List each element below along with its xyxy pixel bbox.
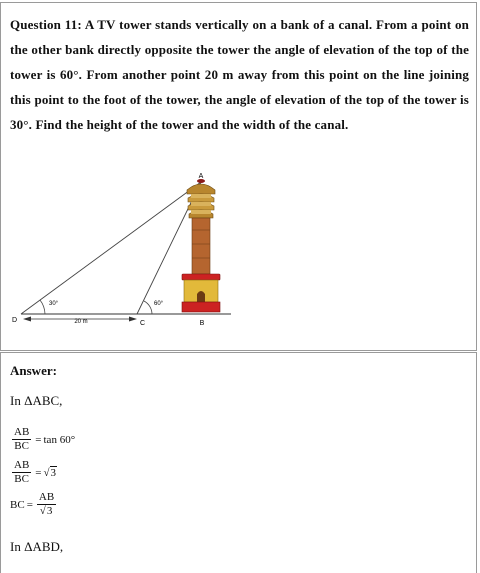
- question-text: Question 11: A TV tower stands vertically on a bank of a canal. From a point on the other bank directly opposite the tower the angle of elevation of the top of the tower is 60°. From another point 20 m away from this point on the line joining this point to the foot of the tower, the angle of elevation of the top of the tower is 30°. Find the height of the tower and the width of the canal.: [10, 17, 469, 132]
- sight-line-from-d: [21, 182, 201, 314]
- eq2-denominator: BC: [14, 473, 29, 485]
- equation-1: $\frac{AB}{BC}$ = tan 60°: [14, 426, 76, 452]
- equation-3: BC = $\frac{AB}{√3}$: [10, 491, 55, 517]
- label-c: C: [140, 320, 146, 327]
- eq3-lhs: BC: [10, 498, 25, 511]
- triangle-abc-line: In ΔABC,: [10, 393, 63, 408]
- eq2-numerator: AB: [14, 459, 30, 471]
- answer-heading: Answer:: [10, 363, 57, 378]
- label-d: D: [12, 317, 18, 324]
- eq1-denominator: BC: [14, 440, 29, 452]
- triangle-abd-line: In ΔABD,: [10, 539, 64, 554]
- tower-illustration: [182, 179, 220, 312]
- eq1-rhs: tan 60°: [43, 433, 76, 446]
- angle-arc-c: [144, 301, 152, 314]
- equation-2: $\frac{AB}{BC}$ = √3: [14, 459, 57, 485]
- question-panel: [0, 2, 477, 351]
- label-b: B: [199, 320, 205, 327]
- eq3-denominator: √3: [39, 505, 53, 517]
- answer-panel: [0, 352, 477, 573]
- label-angle-d: 30°: [49, 301, 59, 307]
- eq3-numerator: AB: [38, 491, 55, 503]
- tower-diagram: [1, 168, 241, 348]
- label-angle-c: 60°: [154, 301, 164, 307]
- arrow-right: [129, 317, 137, 322]
- label-a: A: [198, 173, 204, 180]
- sqrt-symbol: √3: [43, 466, 57, 479]
- label-distance: 20 m: [74, 319, 88, 325]
- arrow-left: [23, 317, 31, 322]
- eq1-numerator: AB: [14, 426, 30, 438]
- angle-arc-d: [40, 300, 45, 314]
- eq2-rhs: 3: [50, 466, 57, 479]
